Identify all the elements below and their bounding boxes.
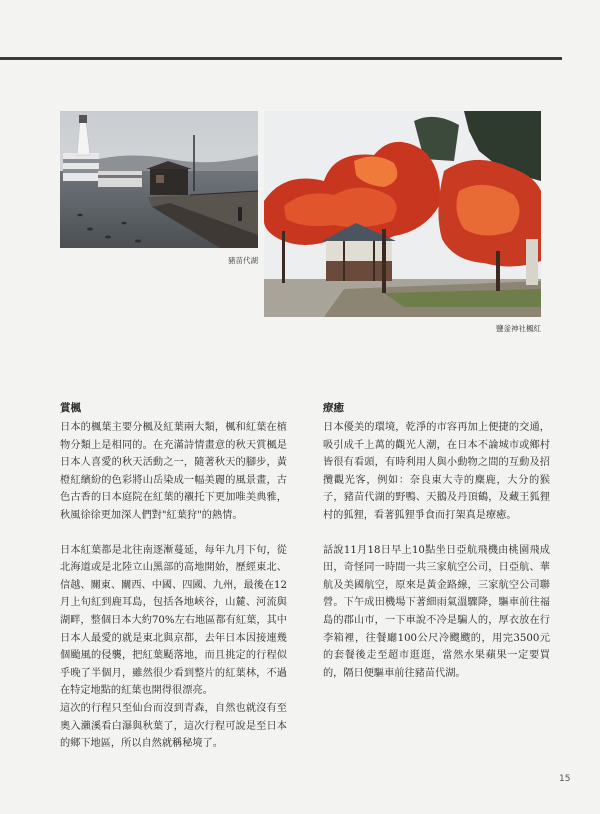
- heading-healing: 療癒: [323, 402, 344, 414]
- right-paragraph-1: 日本優美的環境，乾淨的市容再加上便捷的交通，吸引成千上萬的觀光人潮，在日本不論城市或鄉村皆很有看頭，有時利用人與小動物之間的互動及招攬觀光客，例如：奈良東大寺的麋鹿，大分的猴子，豬苗代湖的野鴨、天鵝及丹頂鶴，及藏王狐狸村的狐狸，看著狐狸爭食而打架真是療癒。: [323, 422, 550, 521]
- lake-photo-caption: 豬苗代湖: [228, 256, 258, 265]
- left-paragraph-2: 日本紅葉都是北往南逐漸蔓延，每年九月下旬，從北海道或是北陸立山黑部的高地開始，歷經東北、信越、關東、關西、中國、四國、九州，最後在12月上旬紅到鹿耳島，包括各地峽谷，山麓、河流與湖畔，整個日本大約70%左右地區都有紅葉，其中日本人最愛的就是東北與京都，去年日本因接連幾個颱風的侵襲，把紅葉颳落地，而且挑定的行程似乎晚了半個月，雖然很少看到整片的紅葉林，不過在特定地點的紅葉也開得很漂亮。: [60, 544, 287, 697]
- left-paragraph-3: 這次的行程只至仙台而沒到青森，自然也就沒有至奧入瀨溪看白瀑與秋葉了，這次行程可說是至日本的鄉下地區，所以自然就稱秘境了。: [60, 702, 287, 750]
- shrine-photo: [264, 111, 541, 317]
- shrine-photo-caption: 鹽釜神社楓紅: [496, 324, 541, 333]
- heading-maple-viewing: 賞楓: [60, 402, 81, 414]
- lake-photo: [60, 111, 258, 248]
- left-paragraph-1: 日本的楓葉主要分楓及紅葉兩大類，楓和紅葉在植物分類上是相同的。在充滿詩情畫意的秋天賞楓是日本人喜愛的秋天活動之一，隨著秋天的腳步，黃橙紅繽紛的色彩將山岳染成一幅美麗的風景畫，古色古香的日本庭院在紅葉的襯托下更加唯美典雅，秋風徐徐更加深人們對"紅葉狩"的熱情。: [60, 422, 287, 521]
- page-number: 15: [559, 774, 571, 784]
- left-column: [60, 400, 287, 753]
- right-column: [323, 400, 550, 682]
- right-paragraph-2: 話說11月18日早上10點坐日亞航飛機由桃園飛成田，奇怪同一時間一共三家航空公司，日亞航、華航及美國航空，原來是黃金路線，三家航空公司聯營。下午成田機場下著細雨氣溫驟降，驅車前往福島的郡山市，一下車說不冷是騙人的，厚衣放在行李箱裡，往餐廳100公尺冷颼颼的，用完3500元的套餐後走至超市逛逛，當然水果蘋果一定要買的，隔日便驅車前往豬苗代湖。: [323, 544, 550, 679]
- top-rule: [0, 57, 562, 60]
